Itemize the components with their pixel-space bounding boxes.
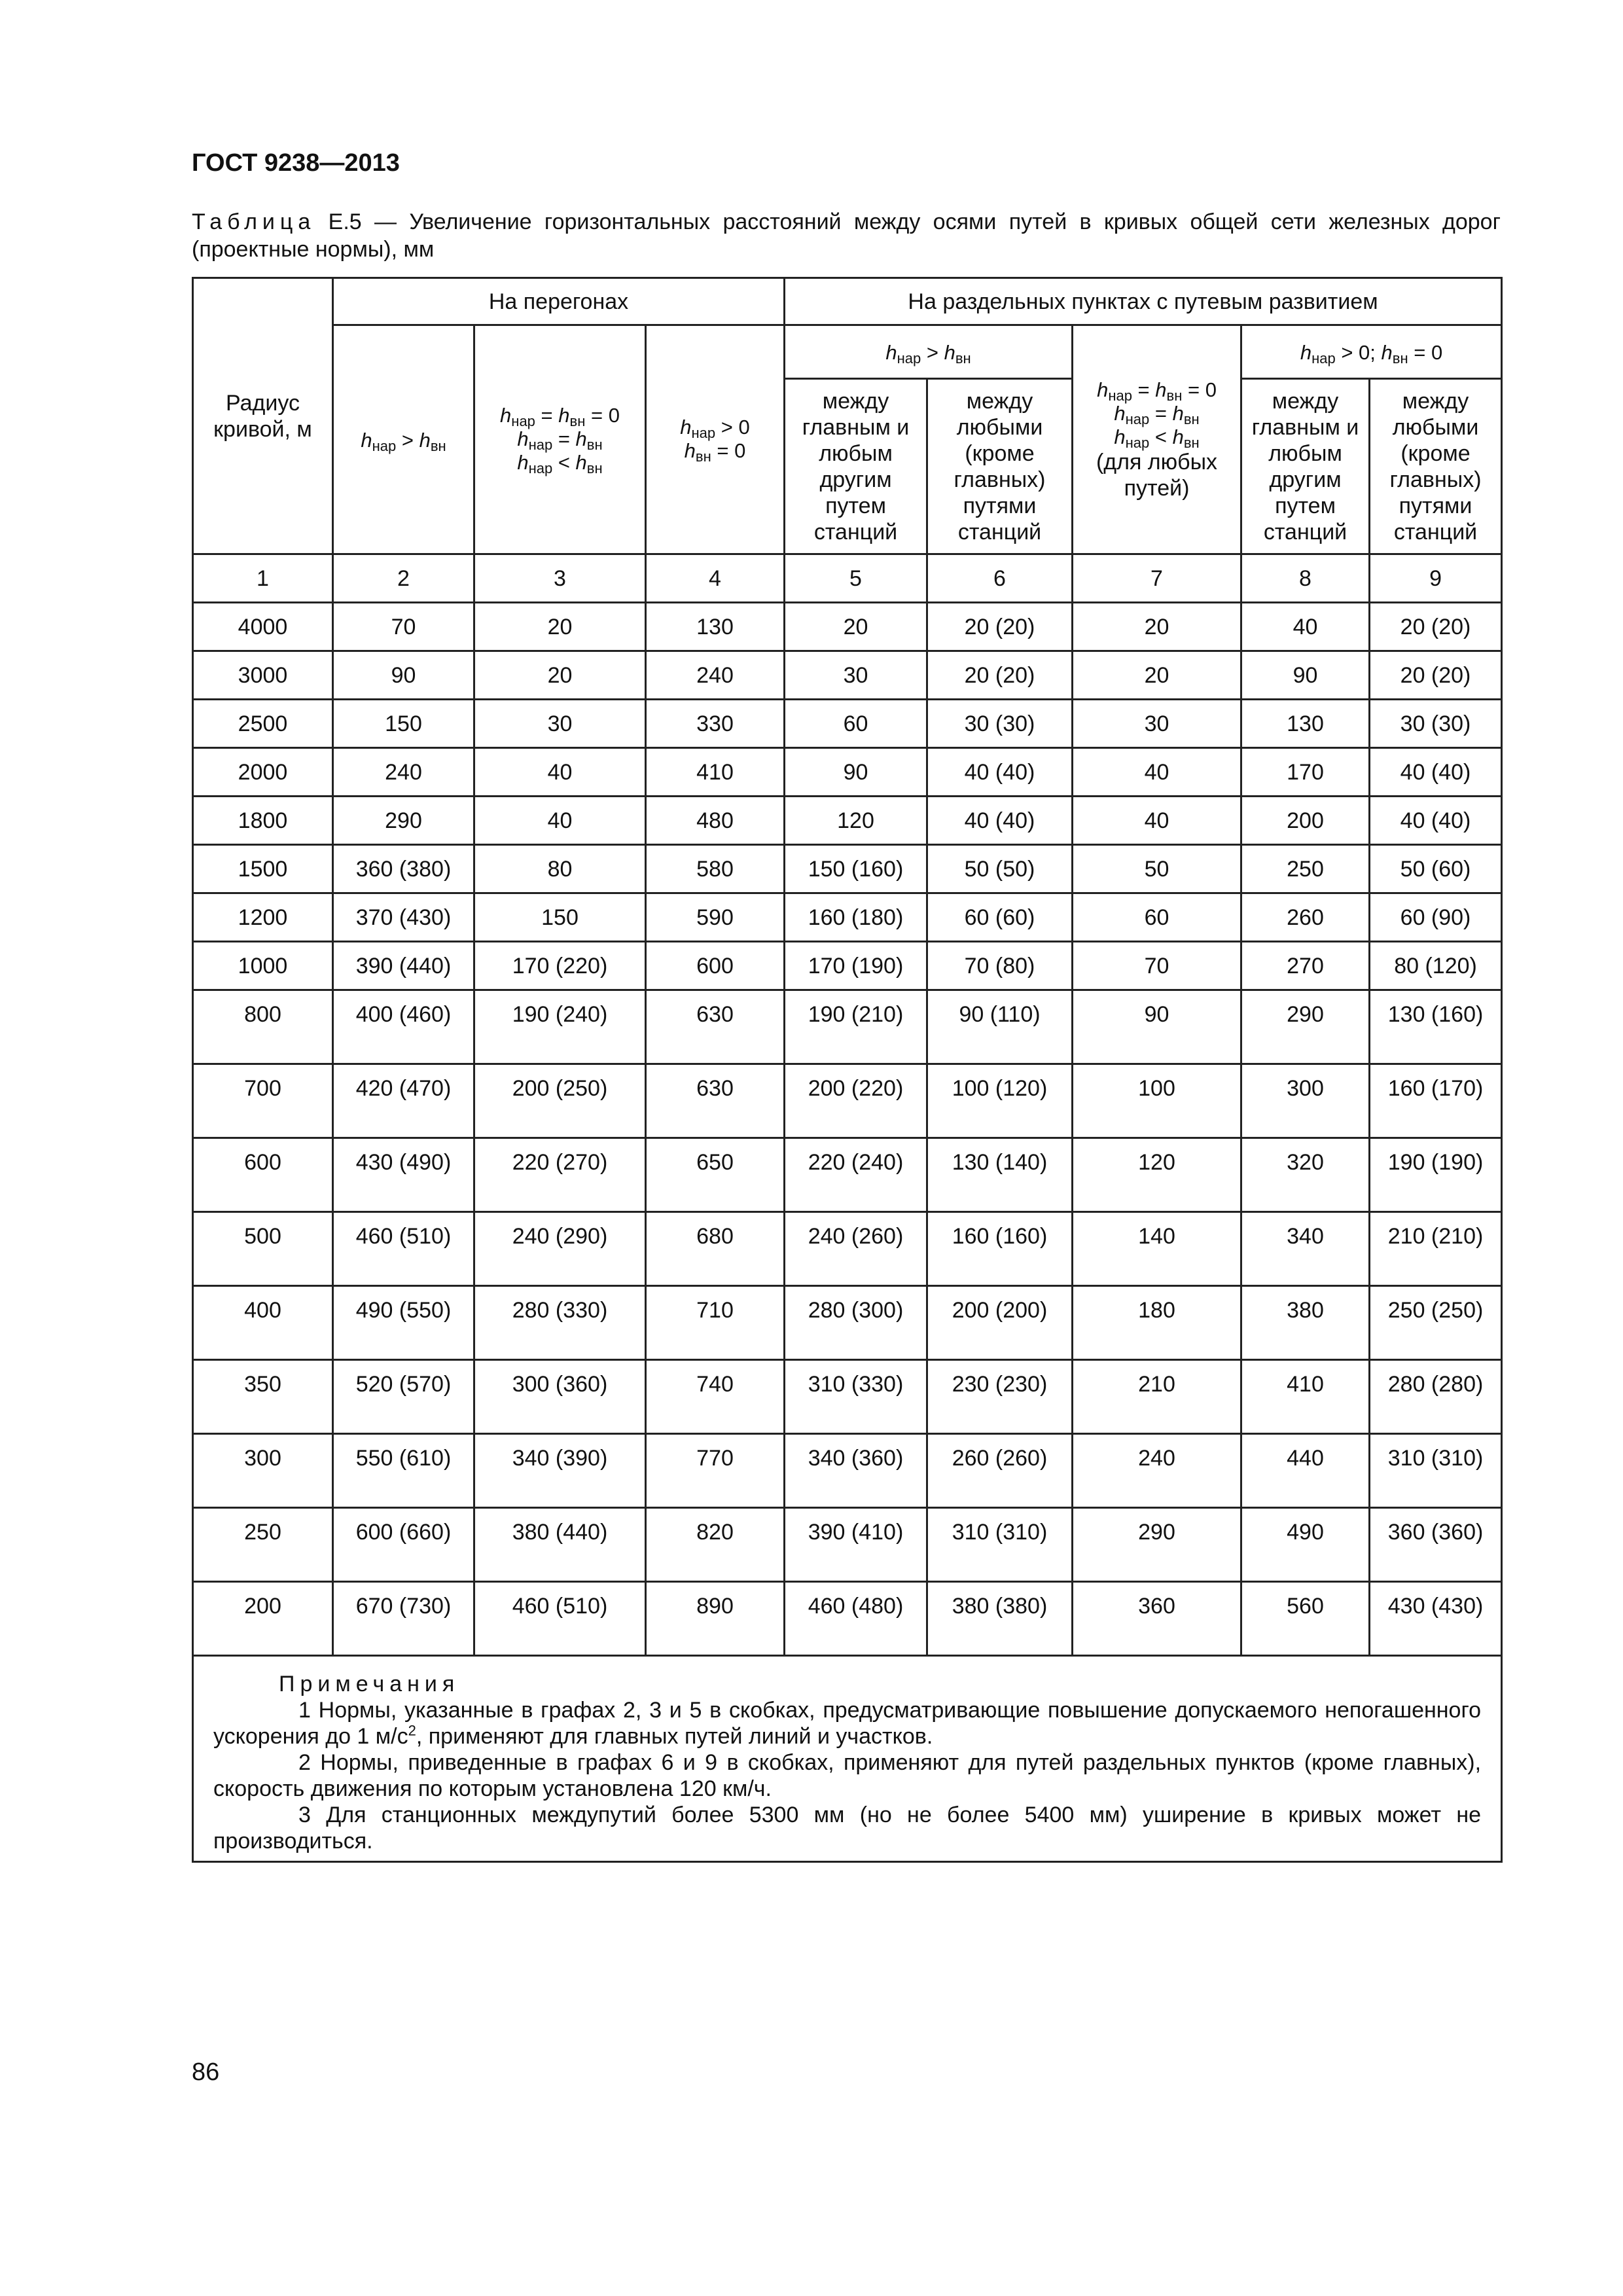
table-cell: 80 (474, 845, 646, 893)
table-cell: 210 (1073, 1360, 1241, 1434)
table-cell: 340 (360) (785, 1434, 927, 1508)
table-cell: 260 (1241, 893, 1370, 942)
header-radius: Радиус кривой, м (193, 278, 333, 554)
header-peregon: На перегонах (333, 278, 785, 325)
table-cell: 100 (120) (927, 1064, 1073, 1138)
table-cell: 60 (785, 700, 927, 748)
table-cell: 490 (1241, 1508, 1370, 1582)
table-cell: 380 (1241, 1286, 1370, 1360)
table-cell: 240 (333, 748, 474, 797)
column-number-cell: 8 (1241, 554, 1370, 603)
table-cell: 600 (193, 1138, 333, 1212)
table-cell: 20 (1073, 651, 1241, 700)
caption-text: Е.5 — Увеличение горизонтальных расстояний между осями путей в кривых общей сети железных дорог (проектные нормы), мм (192, 209, 1501, 262)
table-cell: 150 (474, 893, 646, 942)
table-cell: 410 (1241, 1360, 1370, 1434)
table-cell: 50 (50) (927, 845, 1073, 893)
table-row (193, 700, 1502, 748)
column-number-cell: 3 (474, 554, 646, 603)
table-cell: 40 (474, 797, 646, 845)
table-row (193, 603, 1502, 651)
table-cell: 740 (646, 1360, 785, 1434)
table-cell: 710 (646, 1286, 785, 1360)
table-cell: 340 (390) (474, 1434, 646, 1508)
table-cell: 310 (310) (1370, 1434, 1502, 1508)
table-cell: 290 (1241, 990, 1370, 1064)
table-cell: 490 (550) (333, 1286, 474, 1360)
table-cell: 380 (380) (927, 1582, 1073, 1656)
column-number-cell: 1 (193, 554, 333, 603)
table-cell: 150 (160) (785, 845, 927, 893)
table-cell: 240 (1073, 1434, 1241, 1508)
table-cell: 290 (1073, 1508, 1241, 1582)
table-cell: 30 (785, 651, 927, 700)
table-cell: 220 (240) (785, 1138, 927, 1212)
table-cell: 130 (1241, 700, 1370, 748)
condition-suffix: (для любых путей) (1096, 449, 1218, 501)
table-cell: 120 (1073, 1138, 1241, 1212)
table-cell: 40 (1073, 797, 1241, 845)
header-col5: между главным и любым другим путем станций (785, 379, 927, 554)
table-cell: 40 (1241, 603, 1370, 651)
table-cell: 430 (430) (1370, 1582, 1502, 1656)
table-cell: 50 (60) (1370, 845, 1502, 893)
table-cell: 590 (646, 893, 785, 942)
table-cell: 240 (646, 651, 785, 700)
table-row (193, 893, 1502, 942)
table-cell: 550 (610) (333, 1434, 474, 1508)
table-cell: 390 (410) (785, 1508, 927, 1582)
column-number-cell: 9 (1370, 554, 1502, 603)
table-cell: 40 (474, 748, 646, 797)
header-col3-condition (474, 325, 646, 554)
table-cell: 300 (193, 1434, 333, 1508)
table-cell: 390 (440) (333, 942, 474, 990)
table-cell: 130 (646, 603, 785, 651)
table-cell: 120 (785, 797, 927, 845)
table-cell: 800 (193, 990, 333, 1064)
table-cell: 90 (1073, 990, 1241, 1064)
norms-table (192, 277, 1503, 1863)
table-cell: 150 (333, 700, 474, 748)
table-cell: 280 (280) (1370, 1360, 1502, 1434)
header-col8-9-condition: $h_{нар} > 0$; $h_{вн} = 0$ (1241, 325, 1502, 379)
header-col7-condition (1073, 325, 1241, 554)
table-cell: 190 (210) (785, 990, 927, 1064)
header-col8: между главным и любым другим путем станций (1241, 379, 1370, 554)
header-col5-6-condition: $h_{нар} > h_{вн}$ (785, 325, 1073, 379)
table-cell: 250 (193, 1508, 333, 1582)
table-cell: 80 (120) (1370, 942, 1502, 990)
table-cell: 20 (20) (1370, 603, 1502, 651)
condition-line: $h_{нар} = h_{вн} = 0$ (500, 404, 620, 429)
table-cell: 70 (1073, 942, 1241, 990)
table-caption (192, 208, 1501, 263)
table-cell: 260 (260) (927, 1434, 1073, 1508)
table-cell: 270 (1241, 942, 1370, 990)
table-cell: 40 (40) (1370, 797, 1502, 845)
table-cell: 130 (140) (927, 1138, 1073, 1212)
column-number-cell: 5 (785, 554, 927, 603)
header-col4-condition (646, 325, 785, 554)
table-cell: 40 (40) (1370, 748, 1502, 797)
table-cell: 460 (510) (333, 1212, 474, 1286)
column-number-cell: 2 (333, 554, 474, 603)
table-cell: 200 (220) (785, 1064, 927, 1138)
table-cell: 360 (1073, 1582, 1241, 1656)
table-cell: 40 (40) (927, 797, 1073, 845)
condition-line: $h_{нар} = h_{вн}$ (1114, 401, 1200, 427)
table-row (193, 942, 1502, 990)
table-cell: 430 (490) (333, 1138, 474, 1212)
table-row (193, 1138, 1502, 1212)
table-cell: 70 (80) (927, 942, 1073, 990)
table-cell: 20 (20) (927, 603, 1073, 651)
table-cell: 250 (250) (1370, 1286, 1502, 1360)
table-cell: 90 (110) (927, 990, 1073, 1064)
table-cell: 170 (1241, 748, 1370, 797)
table-cell: 630 (646, 990, 785, 1064)
note-3: 3 Для станционных междупутий более 5300 мм (но не более 5400 мм) уширение в кривых может не производиться. (213, 1803, 1482, 1854)
table-cell: 480 (646, 797, 785, 845)
notes-cell (193, 1656, 1502, 1862)
table-cell: 90 (1241, 651, 1370, 700)
table-cell: 670 (730) (333, 1582, 474, 1656)
table-cell: 190 (240) (474, 990, 646, 1064)
table-cell: 30 (1073, 700, 1241, 748)
table-cell: 560 (1241, 1582, 1370, 1656)
table-cell: 20 (20) (927, 651, 1073, 700)
table-cell: 140 (1073, 1212, 1241, 1286)
table-cell: 770 (646, 1434, 785, 1508)
table-row (193, 990, 1502, 1064)
table-cell: 160 (170) (1370, 1064, 1502, 1138)
header-col9: между любыми (кроме главных) путями станций (1370, 379, 1502, 554)
table-cell: 500 (193, 1212, 333, 1286)
table-row (193, 1286, 1502, 1360)
table-cell: 240 (290) (474, 1212, 646, 1286)
table-cell: 330 (646, 700, 785, 748)
table-cell: 2000 (193, 748, 333, 797)
table-cell: 20 (474, 603, 646, 651)
table-row (193, 845, 1502, 893)
table-cell: 300 (360) (474, 1360, 646, 1434)
table-cell: 350 (193, 1360, 333, 1434)
header-col6: между любыми (кроме главных) путями станций (927, 379, 1073, 554)
table-row (193, 651, 1502, 700)
table-cell: 460 (480) (785, 1582, 927, 1656)
document-header: ГОСТ 9238—2013 (192, 149, 400, 177)
table-cell: 280 (330) (474, 1286, 646, 1360)
table-cell: 200 (200) (927, 1286, 1073, 1360)
table-cell: 100 (1073, 1064, 1241, 1138)
column-number-cell: 4 (646, 554, 785, 603)
condition-line: $h_{нар} = h_{вн} = 0$ (1097, 378, 1217, 404)
table-cell: 170 (220) (474, 942, 646, 990)
table-cell: 210 (210) (1370, 1212, 1502, 1286)
table-cell: 60 (1073, 893, 1241, 942)
table-cell: 680 (646, 1212, 785, 1286)
table-cell: 240 (260) (785, 1212, 927, 1286)
table-cell: 180 (1073, 1286, 1241, 1360)
table-cell: 290 (333, 797, 474, 845)
table-cell: 600 (646, 942, 785, 990)
table-cell: 20 (20) (1370, 651, 1502, 700)
column-number-cell: 7 (1073, 554, 1241, 603)
note-2: 2 Нормы, приведенные в графах 6 и 9 в скобках, применяют для путей раздельных пунктов (кроме главных), скорость движения по которым установлена 120 км/ч. (213, 1750, 1482, 1801)
table-cell: 340 (1241, 1212, 1370, 1286)
table-cell: 230 (230) (927, 1360, 1073, 1434)
condition-line: $h_{нар} > 0$ (680, 416, 750, 441)
table-cell: 200 (250) (474, 1064, 646, 1138)
table-cell: 520 (570) (333, 1360, 474, 1434)
table-cell: 380 (440) (474, 1508, 646, 1582)
notes-title: Примечания (279, 1672, 460, 1696)
table-cell: 360 (380) (333, 845, 474, 893)
table-row (193, 1212, 1502, 1286)
table-cell: 410 (646, 748, 785, 797)
table-cell: 220 (270) (474, 1138, 646, 1212)
column-numbers-row (193, 554, 1502, 603)
table-row (193, 1360, 1502, 1434)
table-cell: 310 (330) (785, 1360, 927, 1434)
table-cell: 400 (193, 1286, 333, 1360)
table-cell: 820 (646, 1508, 785, 1582)
page-number: 86 (192, 2058, 220, 2086)
condition-line: $h_{нар} = h_{вн}$ (517, 427, 603, 453)
table-cell: 3000 (193, 651, 333, 700)
table-cell: 310 (310) (927, 1508, 1073, 1582)
table-cell: 20 (474, 651, 646, 700)
table-row (193, 1508, 1502, 1582)
table-cell: 1800 (193, 797, 333, 845)
table-cell: 400 (460) (333, 990, 474, 1064)
table-cell: 440 (1241, 1434, 1370, 1508)
table-row (193, 748, 1502, 797)
table-row (193, 1582, 1502, 1656)
table-cell: 360 (360) (1370, 1508, 1502, 1582)
table-cell: 250 (1241, 845, 1370, 893)
table-cell: 1200 (193, 893, 333, 942)
table-cell: 170 (190) (785, 942, 927, 990)
table-cell: 70 (333, 603, 474, 651)
note-1: 1 Нормы, указанные в графах 2, 3 и 5 в скобках, предусматривающие повышение допускаемого непогашенного ускорения до 1 $м/с^2$, применяют для главных путей линий и участков. (213, 1698, 1482, 1749)
table-cell: 60 (60) (927, 893, 1073, 942)
table-cell: 200 (1241, 797, 1370, 845)
table-cell: 580 (646, 845, 785, 893)
condition-line: $h_{вн} = 0$ (684, 439, 746, 465)
table-cell: 40 (40) (927, 748, 1073, 797)
table-cell: 40 (1073, 748, 1241, 797)
table-cell: 130 (160) (1370, 990, 1502, 1064)
column-number-cell: 6 (927, 554, 1073, 603)
table-cell: 420 (470) (333, 1064, 474, 1138)
table-row (193, 1064, 1502, 1138)
table-cell: 190 (190) (1370, 1138, 1502, 1212)
table-cell: 160 (180) (785, 893, 927, 942)
table-cell: 1500 (193, 845, 333, 893)
table-row (193, 797, 1502, 845)
table-cell: 320 (1241, 1138, 1370, 1212)
table-cell: 160 (160) (927, 1212, 1073, 1286)
table-cell: 1000 (193, 942, 333, 990)
table-cell: 300 (1241, 1064, 1370, 1138)
table-cell: 890 (646, 1582, 785, 1656)
table-cell: 700 (193, 1064, 333, 1138)
table-cell: 370 (430) (333, 893, 474, 942)
table-cell: 30 (474, 700, 646, 748)
header-station: На раздельных пунктах с путевым развитием (785, 278, 1502, 325)
table-cell: 90 (333, 651, 474, 700)
notes-row (193, 1656, 1502, 1862)
table-cell: 90 (785, 748, 927, 797)
table-row (193, 1434, 1502, 1508)
table-cell: 280 (300) (785, 1286, 927, 1360)
table-cell: 460 (510) (474, 1582, 646, 1656)
condition-line: $h_{нар} < h_{вн}$ (517, 451, 603, 476)
table-cell: 600 (660) (333, 1508, 474, 1582)
condition-line: $h_{нар} < h_{вн}$ (1114, 425, 1200, 451)
table-cell: 30 (30) (1370, 700, 1502, 748)
table-cell: 30 (30) (927, 700, 1073, 748)
table-cell: 4000 (193, 603, 333, 651)
table-cell: 2500 (193, 700, 333, 748)
table-cell: 20 (1073, 603, 1241, 651)
table-cell: 50 (1073, 845, 1241, 893)
table-cell: 60 (90) (1370, 893, 1502, 942)
table-cell: 650 (646, 1138, 785, 1212)
table-cell: 200 (193, 1582, 333, 1656)
header-col2-condition: $h_{нар} > h_{вн}$ (333, 325, 474, 554)
table-cell: 630 (646, 1064, 785, 1138)
table-cell: 20 (785, 603, 927, 651)
caption-prefix: Таблица (192, 209, 316, 234)
